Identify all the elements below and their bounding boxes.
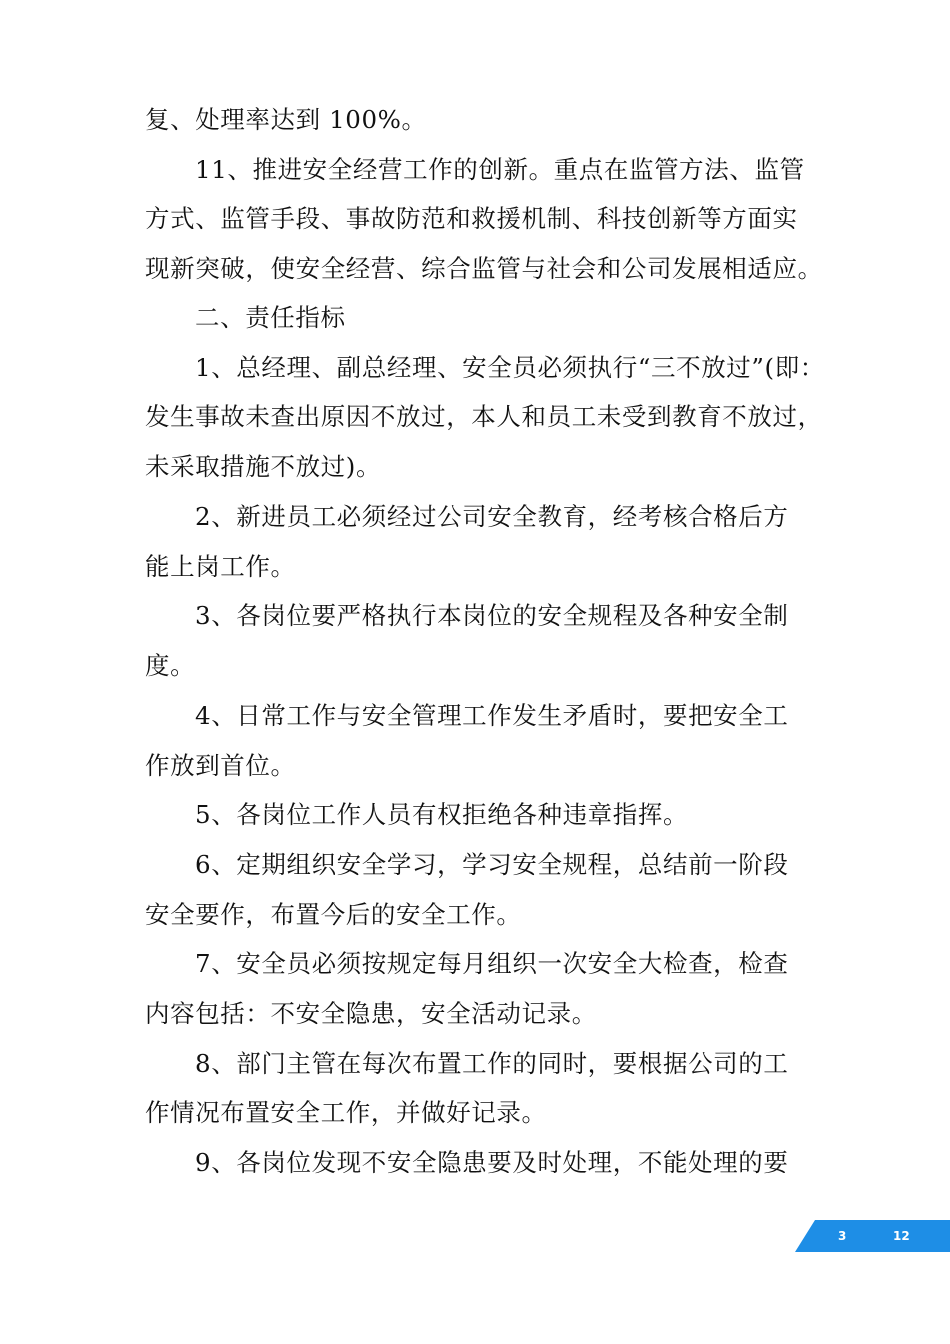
text-line: 1、总经理、副总经理、安全员必须执行“三不放过”(即： bbox=[195, 353, 825, 382]
text-line: 方式、监管手段、事故防范和救援机制、科技创新等方面实 bbox=[145, 204, 798, 233]
current-page-number: 3 bbox=[838, 1229, 847, 1243]
text-line: 现新突破，使安全经营、综合监管与社会和公司发展相适应。 bbox=[145, 254, 823, 283]
text-line: 2、新进员工必须经过公司安全教育，经考核合格后方 bbox=[195, 502, 789, 531]
text-line: 6、定期组织安全学习，学习安全规程，总结前一阶段 bbox=[195, 850, 789, 879]
text-line: 复、处理率达到 100%。 bbox=[145, 105, 427, 134]
total-pages-number: 12 bbox=[893, 1229, 910, 1243]
text-line: 度。 bbox=[145, 651, 196, 680]
page-footer-bar bbox=[795, 1220, 950, 1252]
text-line: 3、各岗位要严格执行本岗位的安全规程及各种安全制 bbox=[195, 601, 789, 630]
text-line: 11、推进安全经营工作的创新。重点在监管方法、监管 bbox=[195, 155, 805, 184]
section-heading: 二、责任指标 bbox=[195, 303, 346, 332]
text-line: 安全要作，布置今后的安全工作。 bbox=[145, 900, 522, 929]
text-line: 5、各岗位工作人员有权拒绝各种违章指挥。 bbox=[195, 800, 689, 829]
text-line: 能上岗工作。 bbox=[145, 552, 296, 581]
text-line: 发生事故未查出原因不放过，本人和员工未受到教育不放过， bbox=[145, 402, 823, 431]
text-line: 未采取措施不放过)。 bbox=[145, 452, 382, 481]
text-line: 4、日常工作与安全管理工作发生矛盾时，要把安全工 bbox=[195, 701, 789, 730]
text-line: 7、安全员必须按规定每月组织一次安全大检查，检查 bbox=[195, 949, 789, 978]
text-line: 9、各岗位发现不安全隐患要及时处理，不能处理的要 bbox=[195, 1148, 789, 1177]
text-line: 作情况布置安全工作，并做好记录。 bbox=[145, 1098, 547, 1127]
text-line: 内容包括：不安全隐患，安全活动记录。 bbox=[145, 999, 597, 1028]
text-line: 作放到首位。 bbox=[145, 751, 296, 780]
footer-bar-shape bbox=[795, 1220, 950, 1252]
text-line: 8、部门主管在每次布置工作的同时，要根据公司的工 bbox=[195, 1049, 789, 1078]
